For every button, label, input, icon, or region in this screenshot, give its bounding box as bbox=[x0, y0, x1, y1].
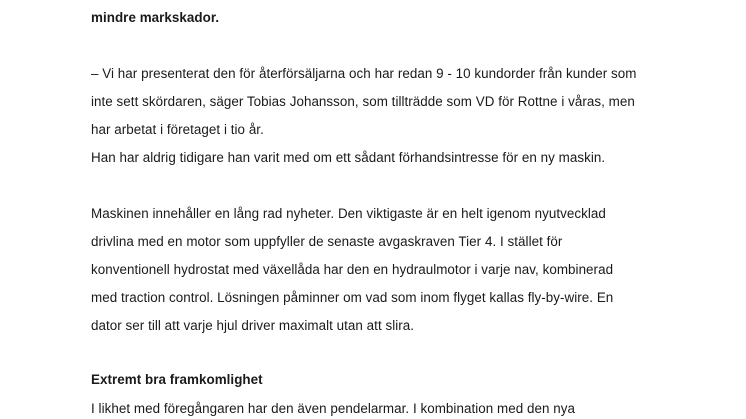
section-heading: Extremt bra framkomlighet bbox=[91, 372, 263, 387]
intro-fragment: mindre markskador. bbox=[91, 10, 220, 25]
paragraph-2-line-3: konventionell hydrostat med växellåda har den en hydraulmotor i varje nav, kombinerad bbox=[91, 262, 614, 277]
paragraph-1-line-3: har arbetat i företaget i tio år. bbox=[91, 122, 264, 137]
paragraph-3-line-1: I likhet med föregångaren har den även pendelarmar. I kombination med den nya bbox=[91, 401, 575, 416]
paragraph-1-line-2: inte sett skördaren, säger Tobias Johansson, som tillträdde som VD för Rottne i våras, men bbox=[91, 94, 635, 109]
paragraph-2-line-5: dator ser till att varje hjul driver maximalt utan att slira. bbox=[91, 318, 415, 333]
paragraph-1-line-1: – Vi har presenterat den för återförsäljarna och har redan 9 - 10 kundorder från kunder som bbox=[91, 66, 637, 81]
paragraph-2-line-2: drivlina med en motor som uppfyller de senaste avgaskraven Tier 4. I stället för bbox=[91, 234, 563, 249]
paragraph-2-line-1: Maskinen innehåller en lång rad nyheter. Den viktigaste är en helt igenom nyutvecklad bbox=[91, 206, 606, 221]
paragraph-2-line-4: med traction control. Lösningen påminner om vad som inom flyget kallas fly-by-wire. En bbox=[91, 290, 614, 305]
paragraph-1-line-4: Han har aldrig tidigare han varit med om ett sådant förhandsintresse för en ny maskin. bbox=[91, 150, 606, 165]
